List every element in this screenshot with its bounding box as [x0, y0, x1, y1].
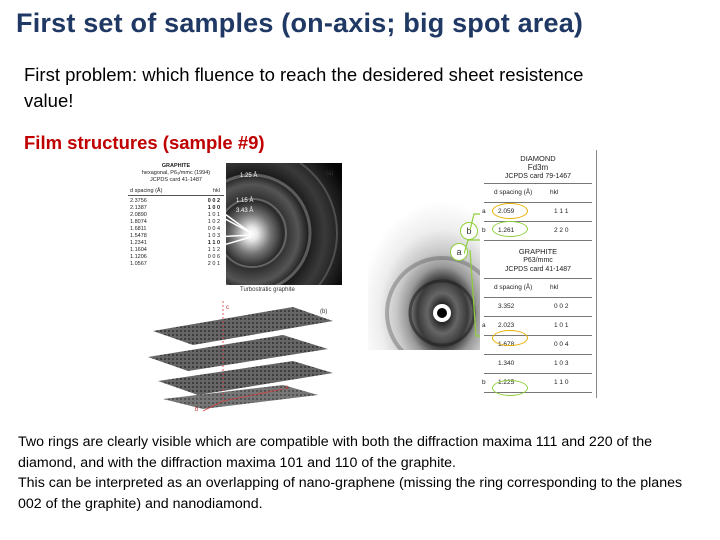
- diamond-head-1: DIAMOND: [520, 154, 556, 163]
- graphite-head-3: JCPDS card 41-1487: [504, 266, 572, 273]
- saed-label-1: 1.25 Å: [240, 173, 258, 179]
- highlight-oval-diamond-b: [492, 221, 528, 237]
- reference-table: [480, 150, 597, 398]
- description-paragraph-2: This can be interpreted as an overlapping of nano-graphene (missing the ring corresponding to the planes 002 of the graphite) and nanodiamond.: [18, 475, 683, 512]
- graphite-head-2: P63/mmc: [523, 257, 553, 264]
- diamond-head-2: Fd3m: [527, 163, 549, 172]
- table-row: 1.6811 0 0 4: [130, 226, 220, 232]
- table-row: 1.8074 1 0 2: [130, 219, 220, 225]
- graphite-col-headers: d spacing (Å) hkl: [494, 284, 559, 291]
- table-row: 1.340 1 0 3: [498, 360, 569, 367]
- table-head-3: JCPDS card 41-1487: [150, 177, 202, 183]
- table-row: b 1.261 2 2 0: [482, 227, 569, 234]
- right-figure: [368, 150, 600, 400]
- graphite-head-1: GRAPHITE: [518, 247, 558, 256]
- table-row: 1.0567 2 0 1: [130, 261, 220, 267]
- highlight-oval-graphite-a: [492, 330, 528, 346]
- table-row: 2.3756 0 0 2: [130, 198, 220, 204]
- axis-b-label: b: [195, 407, 199, 413]
- section-heading: Film structures (sample #9): [24, 132, 265, 153]
- description: [18, 432, 708, 514]
- saed-label-3: 3.43 Å: [236, 208, 254, 214]
- saed-pattern-image: [226, 163, 342, 285]
- slide-title: First set of samples (on-axis; big spot area): [16, 8, 584, 38]
- ring-label-a: a: [450, 243, 468, 261]
- left-figure: [128, 163, 340, 413]
- col-d-spacing: d spacing (Å): [130, 188, 163, 194]
- table-row: 1.1604 1 1 2: [130, 247, 220, 253]
- table-row: 1.2341 1 1 0: [130, 240, 220, 246]
- saed-label-2: 1.15 Å: [236, 198, 254, 204]
- graphene-layers-illustration: [143, 301, 343, 413]
- slide-subtitle: First problem: which fluence to reach the desidered sheet resistence value!: [24, 64, 584, 111]
- table-head-2: hexagonal, P6₃/mmc (1994): [141, 170, 211, 176]
- table-row: 1.678 0 0 4: [498, 341, 569, 348]
- ring-label-b: b: [460, 222, 478, 240]
- col-hkl: hkl: [212, 188, 220, 194]
- diamond-col-headers: d spacing (Å) hkl: [494, 189, 559, 196]
- highlight-oval-diamond-a: [492, 203, 528, 219]
- table-row: 3.352 0 0 2: [498, 303, 569, 310]
- highlight-oval-graphite-b: [492, 380, 528, 396]
- table-row: 2.0890 1 0 1: [130, 212, 220, 218]
- figure-caption: Turbostratic graphite: [240, 287, 295, 293]
- description-paragraph-1: Two rings are clearly visible which are compatible with both the diffraction maxima 111 and 220 of the diamond, and with the diffraction maxima 101 and 110 of the graphite.: [18, 434, 653, 471]
- panel-label-b: (b): [320, 309, 328, 315]
- axis-a-label: a: [285, 385, 289, 391]
- table-row: a 2.023 1 0 1: [482, 322, 569, 329]
- axis-c-label: c: [226, 305, 229, 311]
- graphite-reference-table: [128, 163, 224, 268]
- panel-label-a: (a): [326, 171, 334, 177]
- table-row: 2.1387 1 0 0: [130, 205, 220, 211]
- table-row: a 2.059 1 1 1: [482, 208, 569, 215]
- diamond-head-3: JCPDS card 79-1467: [504, 173, 572, 180]
- table-row: 1.5478 1 0 3: [130, 233, 220, 239]
- table-head-1: GRAPHITE: [161, 163, 191, 169]
- table-row: b 1.225 1 1 0: [482, 379, 569, 386]
- table-row: 1.1206 0 0 6: [130, 254, 220, 260]
